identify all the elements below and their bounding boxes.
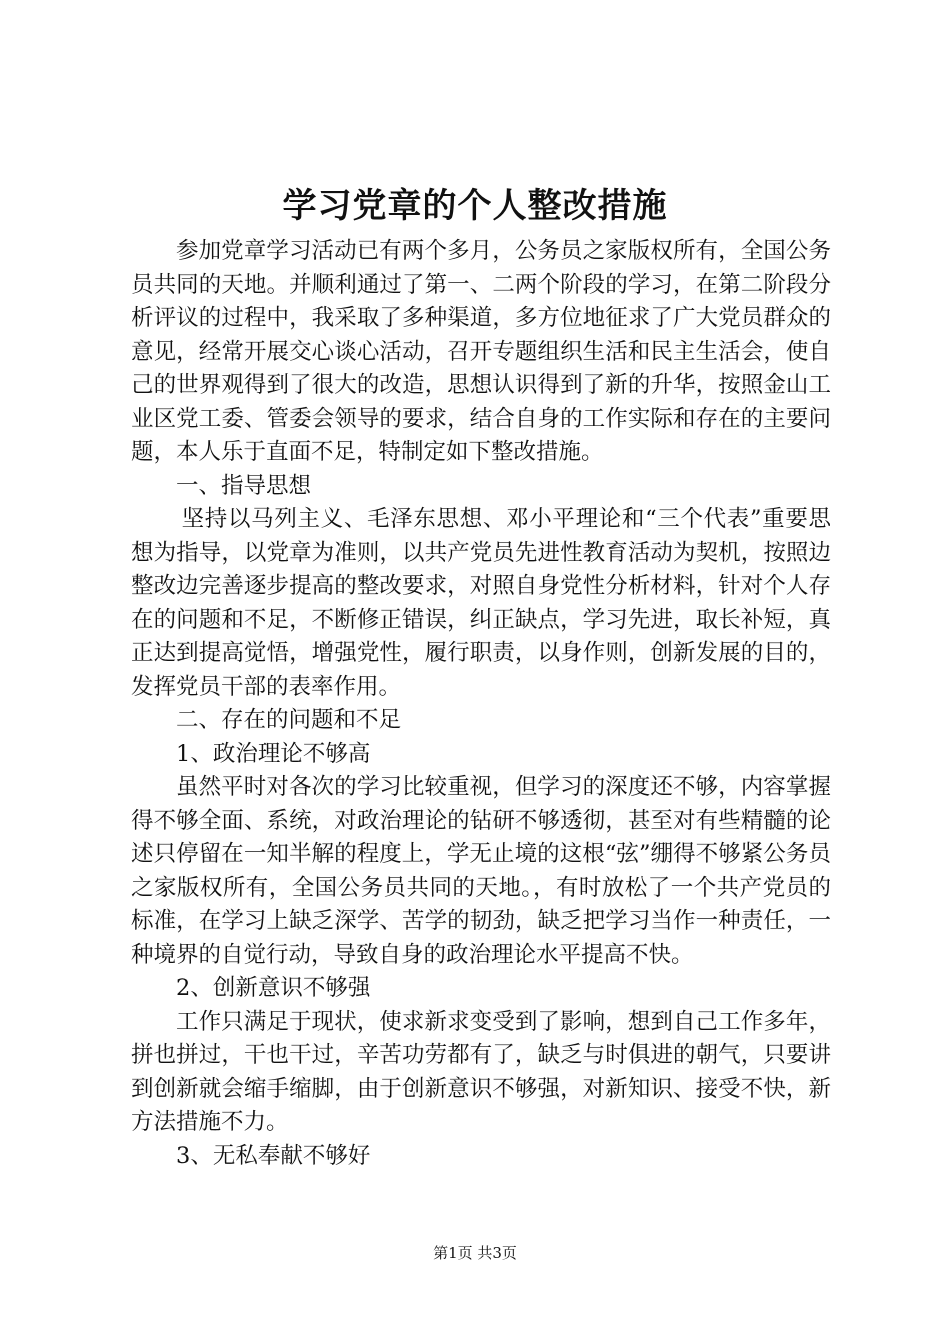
page-footer: 第1页 共3页 [433, 1244, 517, 1262]
innovation-paragraph: 工作只满足于现状，使求新求变受到了影响，想到自己工作多年，拼也拼过，干也干过，辛苦功劳都有了，缺乏与时俱进的朝气，只要讲到创新就会缩手缩脚，由于创新意识不够强，对新知识、接受不快，新方法措施不力。 [131, 1008, 831, 1135]
subheading-political-theory: 1、政治理论不够高 [176, 740, 371, 767]
guiding-thought-paragraph: 坚持以马列主义、毛泽东思想、邓小平理论和“三个代表”重要思想为指导，以党章为准则，以共产党员先进性教育活动为契机，按照边整改边完善逐步提高的整改要求，对照自身党性分析材料，针对个人存在的问题和不足，不断修正错误，纠正缺点，学习先进，取长补短，真正达到提高觉悟，增强党性，履行职责，以身作则，创新发展的目的，发挥党员干部的表率作用。 [131, 506, 831, 700]
political-theory-paragraph: 虽然平时对各次的学习比较重视，但学习的深度还不够，内容掌握得不够全面、系统，对政治理论的钻研不够透彻，甚至对有些精髓的论述只停留在一知半解的程度上，学无止境的这根“弦”绷得不够紧公务员之家版权所有，全国公务员共同的天地。，有时放松了一个共产党员的标准，在学习上缺乏深学、苦学的韧劲，缺乏把学习当作一种责任，一种境界的自觉行动，导致自身的政治理论水平提高不快。 [131, 774, 831, 968]
subheading-dedication: 3、无私奉献不够好 [176, 1142, 371, 1169]
subheading-innovation: 2、创新意识不够强 [176, 975, 371, 1001]
section-heading-guiding-thought: 一、指导思想 [176, 472, 312, 499]
section-heading-problems: 二、存在的问题和不足 [176, 707, 402, 733]
document-body [131, 235, 831, 1173]
intro-paragraph: 参加党章学习活动已有两个多月，公务员之家版权所有，全国公务员共同的天地。并顺利通过了第一、二两个阶段的学习，在第二阶段分析评议的过程中，我采取了多种渠道，多方位地征求了广大党员群众的意见，经常开展交心谈心活动，召开专题组织生活和民主生活会，使自己的世界观得到了很大的改造，思想认识得到了新的升华，按照金山工业区党工委、管委会领导的要求，结合自身的工作实际和存在的主要问题，本人乐于直面不足，特制定如下整改措施。 [131, 238, 831, 465]
page-title: 学习党章的个人整改措施 [282, 186, 668, 226]
